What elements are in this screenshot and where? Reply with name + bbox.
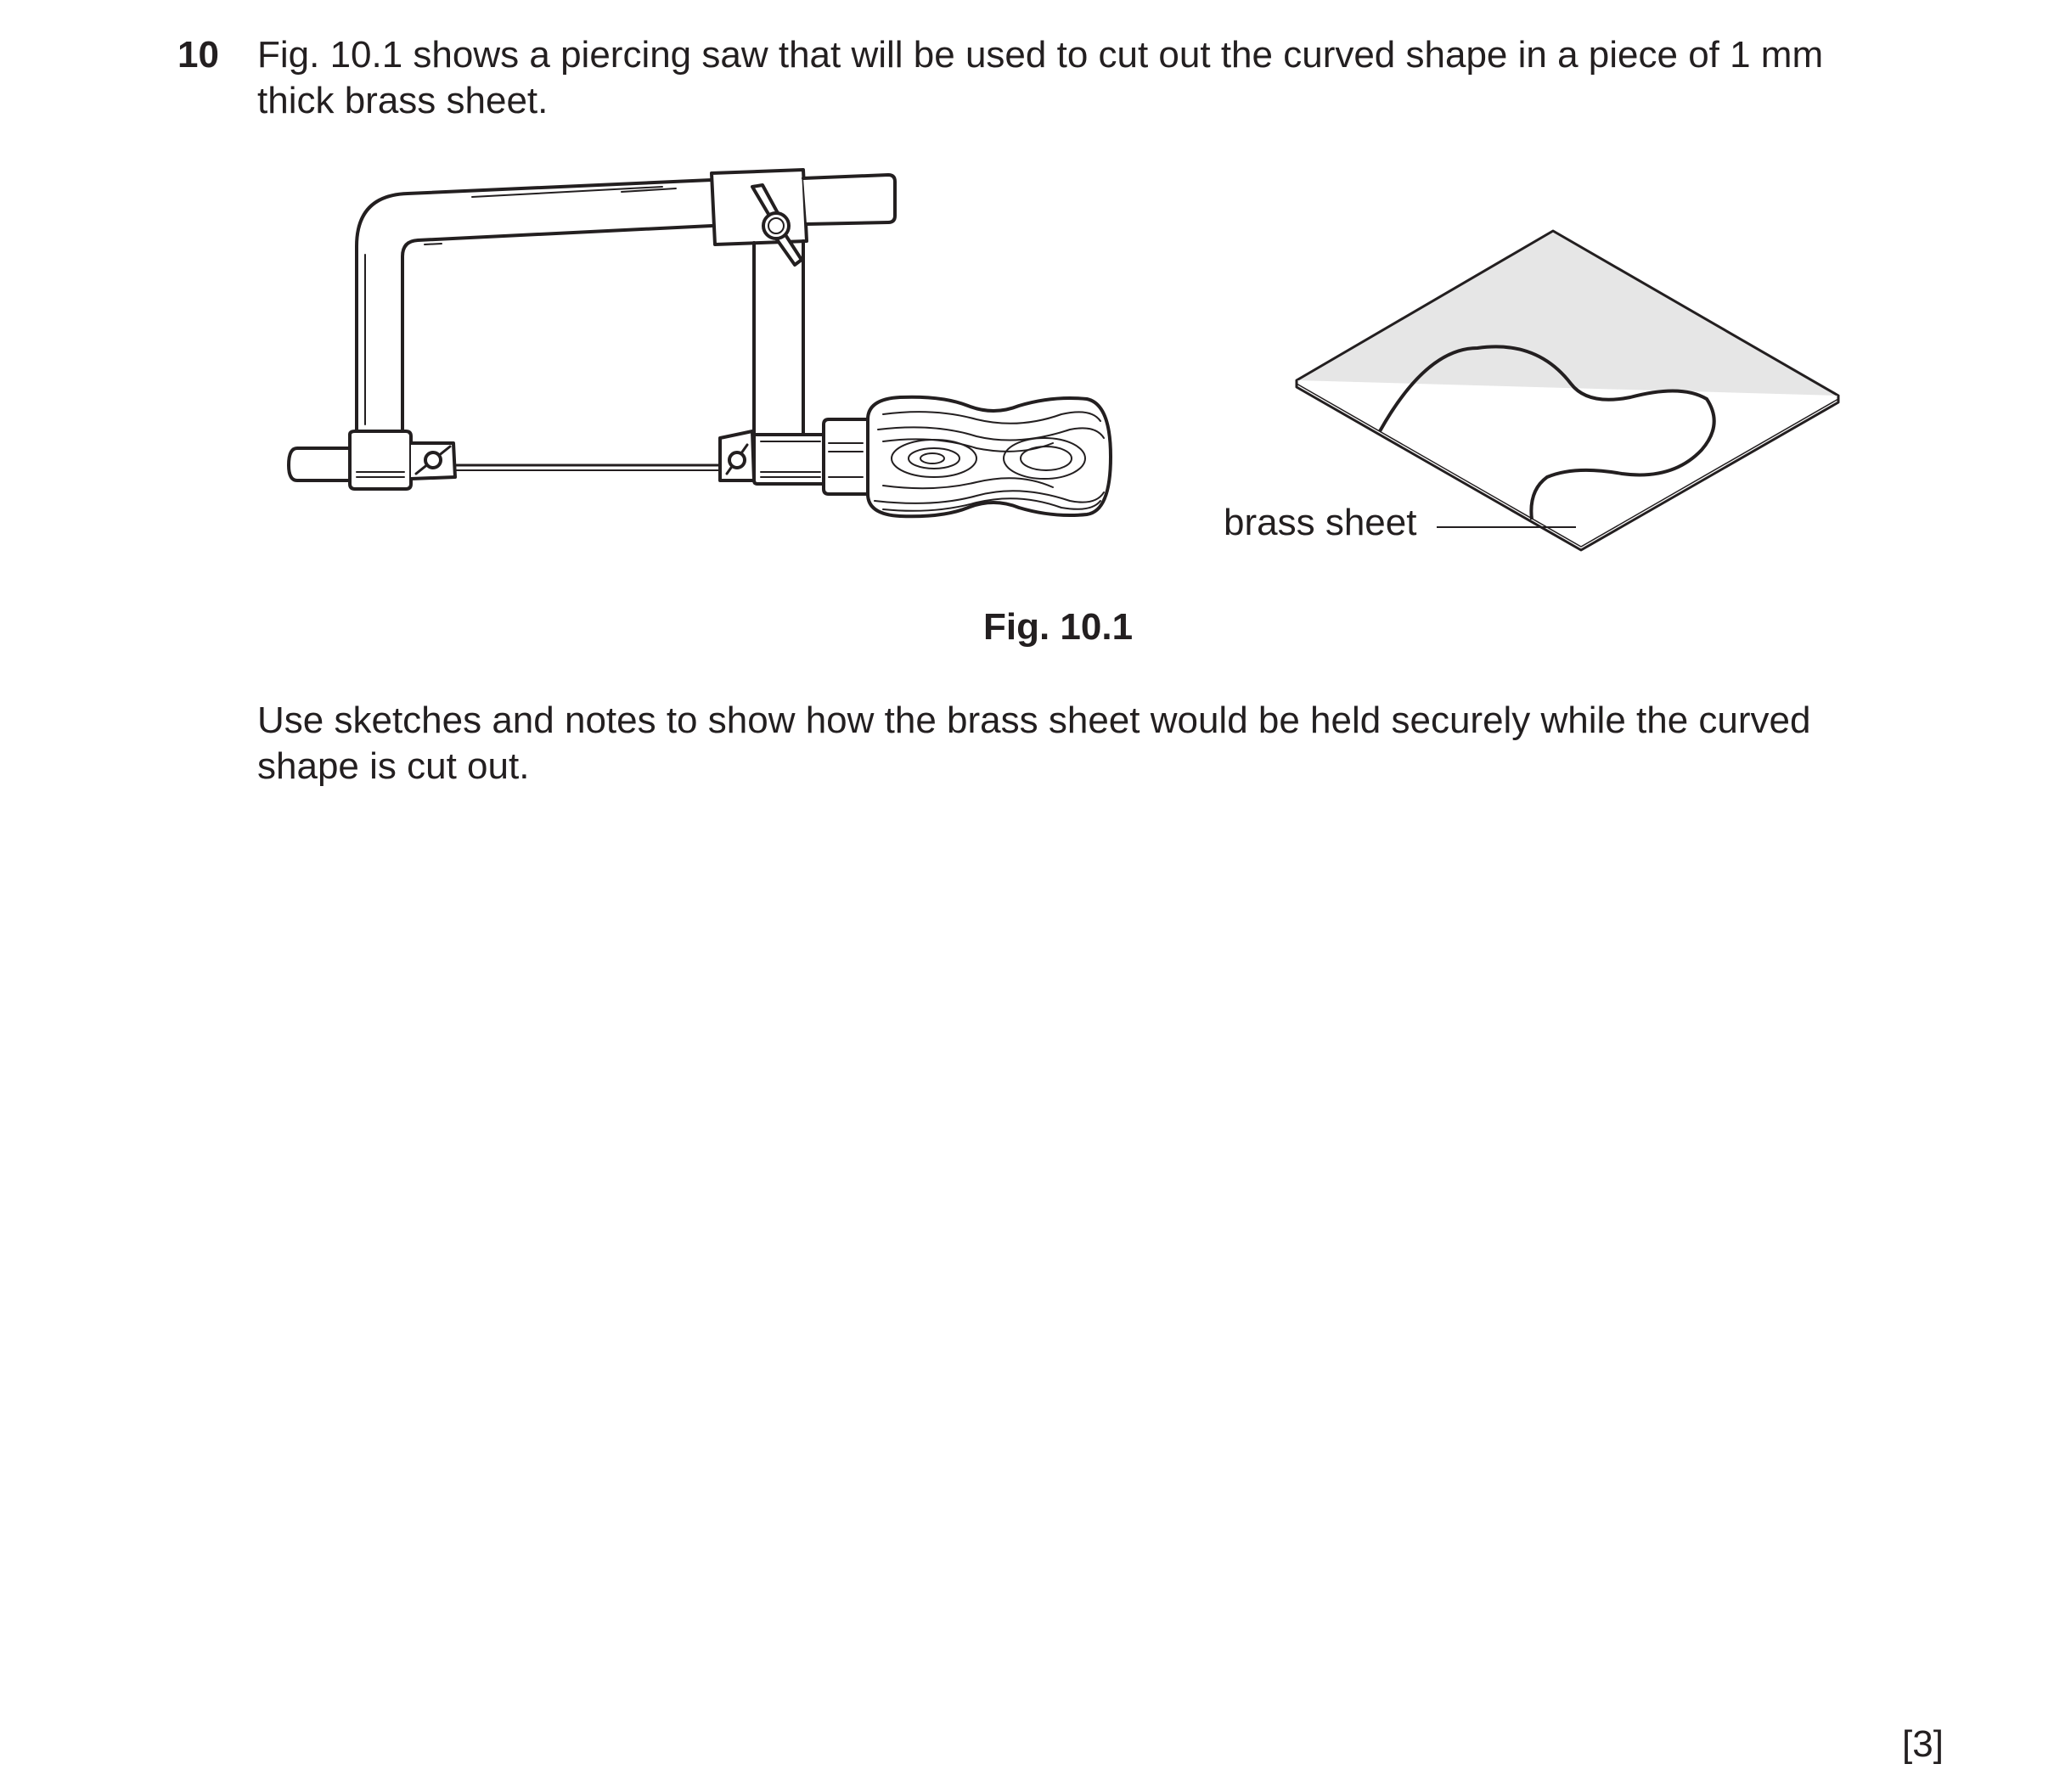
marks-allocation: [3] bbox=[1902, 1723, 1944, 1765]
piercing-saw-icon bbox=[289, 170, 1111, 516]
answer-sketch-area[interactable] bbox=[257, 806, 1939, 1698]
question-text-line-1: Fig. 10.1 shows a piercing saw that will be used to cut out the curved shape in a piece of 1 mm bbox=[257, 34, 1824, 76]
question-text-line-2: thick brass sheet. bbox=[257, 80, 549, 121]
question-instruction bbox=[257, 698, 1939, 789]
instruction-line-2: shape is cut out. bbox=[257, 745, 530, 787]
figure-10-1 bbox=[0, 0, 2054, 611]
instruction-line-1: Use sketches and notes to show how the brass sheet would be held securely while the curved bbox=[257, 699, 1811, 741]
figure-caption: Fig. 10.1 bbox=[983, 606, 1134, 648]
question-number: 10 bbox=[177, 34, 219, 76]
brass-sheet-callout-label: brass sheet bbox=[1224, 502, 1417, 543]
